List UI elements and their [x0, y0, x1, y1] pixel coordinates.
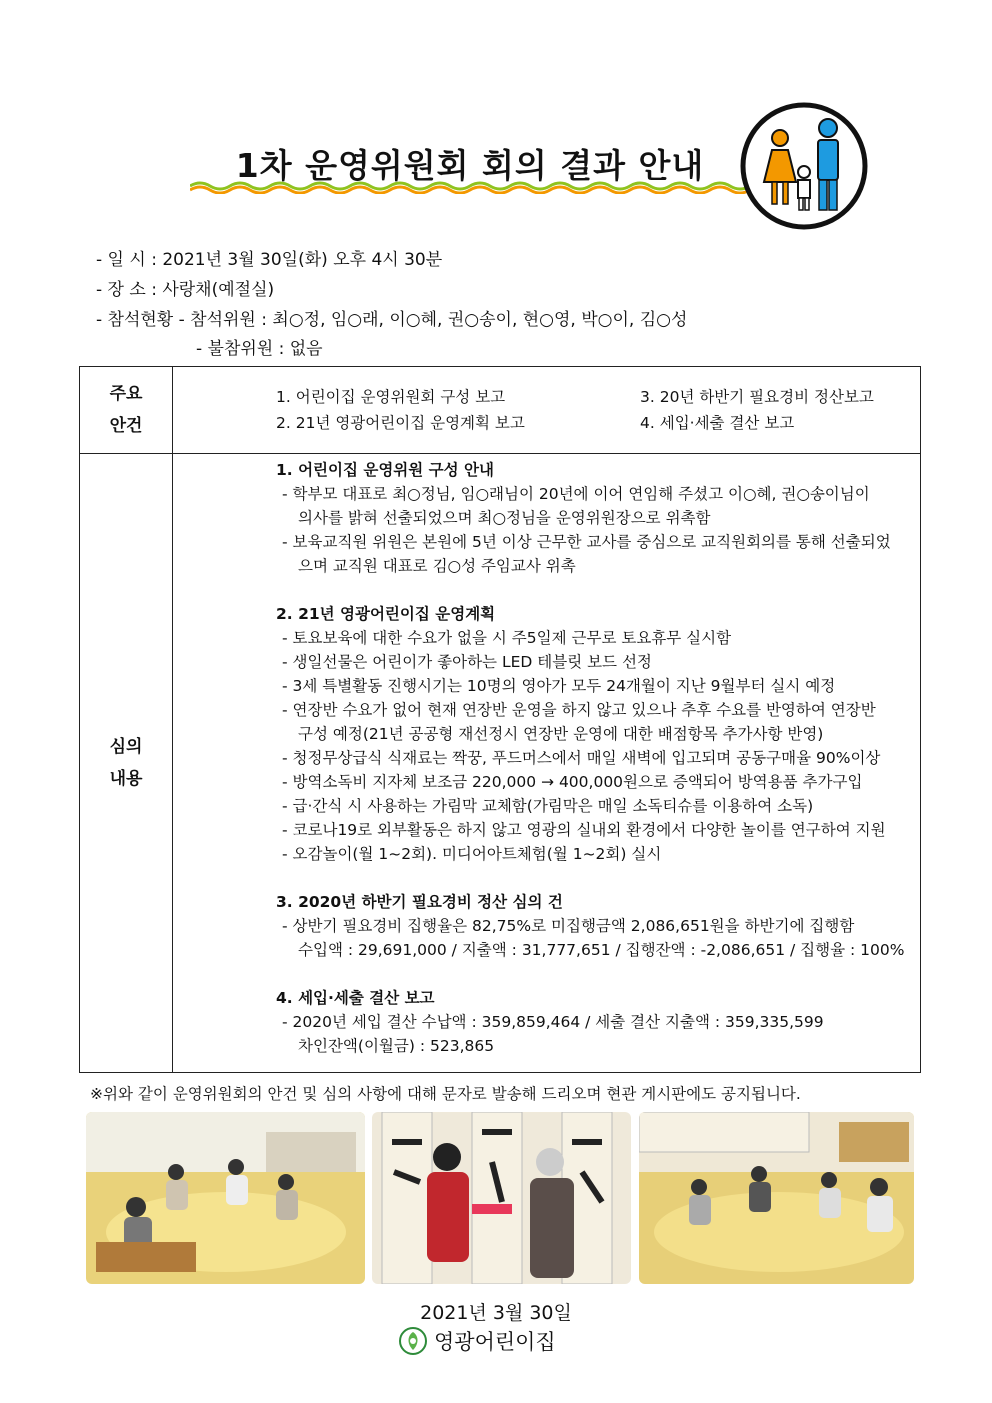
family-icon	[738, 100, 870, 232]
review-header	[80, 454, 173, 1073]
review-item-line: - 연장반 수요가 없어 현재 연장반 운영을 하지 않고 있으나 추후 수요를 반영하여 연장반	[282, 701, 876, 719]
review-item-line: - 토요보육에 대한 수요가 없을 시 주5일제 근무로 토요휴무 실시함	[282, 629, 732, 647]
section-4-title: 4. 세입·세출 결산 보고	[276, 989, 435, 1007]
review-item-line: - 방역소독비 지자체 보조금 220,000 → 400,000원으로 증액되어 방역용품 추가구입	[282, 773, 863, 791]
section-2-title: 2. 21년 영광어린이집 운영계획	[276, 605, 496, 623]
meeting-photo-2	[372, 1112, 631, 1284]
review-item-line: - 3세 특별활동 진행시기는 10명의 영아가 모두 24개월이 지난 9월부터 실시 예정	[282, 677, 836, 695]
notice-text: ※위와 같이 운영위원회의 안건 및 심의 사항에 대해 문자로 발송해 드리오며 현관 게시판에도 공지됩니다.	[90, 1085, 801, 1103]
agenda-cell	[173, 367, 921, 454]
section-4-line2: 차인잔액(이월금) : 523,865	[298, 1037, 495, 1055]
footer-org	[398, 1326, 556, 1356]
agenda-item-2: 2. 21년 영광어린이집 운영계획 보고	[276, 414, 525, 432]
review-item-line: - 코로나19로 외부활동은 하지 않고 영광의 실내외 환경에서 다양한 놀이를 연구하여 지원	[282, 821, 886, 839]
agenda-item-3: 3. 20년 하반기 필요경비 정산보고	[640, 388, 874, 406]
review-item-cont: 구성 예정(21년 공공형 재선정시 연장반 운영에 대한 배점항목 추가사항 반영)	[298, 725, 824, 743]
review-cell	[173, 454, 921, 1073]
review-item-cont: 으며 교직원 대표로 김○성 주임교사 위촉	[298, 557, 576, 575]
review-item	[276, 770, 992, 794]
agenda-item-1: 1. 어린이집 운영위원회 구성 보고	[276, 388, 506, 406]
review-header-line1: 심의	[109, 737, 143, 757]
section-3-title: 3. 2020년 하반기 필요경비 정산 심의 건	[276, 893, 563, 911]
attendees: - 참석현황 - 참석위원 : 최○정, 임○래, 이○혜, 권○송이, 현○영, 박○이, 김○성	[96, 310, 688, 330]
review-item-line: - 청정무상급식 식재료는 짝꿍, 푸드머스에서 매일 새벽에 입고되며 공동구매율 90%이상	[282, 749, 881, 767]
org-name: 영광어린이집	[434, 1330, 556, 1354]
agenda-item-4: 4. 세입·세출 결산 보고	[640, 414, 795, 432]
review-header-line2: 내용	[109, 769, 143, 789]
review-item	[276, 530, 992, 578]
review-item	[276, 650, 992, 674]
footer-date: 2021년 3월 30일	[420, 1302, 572, 1324]
section-1-list	[276, 482, 992, 578]
review-item	[276, 842, 992, 866]
section-2-list	[276, 626, 992, 866]
meeting-datetime: - 일 시 : 2021년 3월 30일(화) 오후 4시 30분	[96, 250, 443, 270]
review-item	[276, 794, 992, 818]
review-item-line: - 학부모 대표로 최○정님, 임○래님이 20년에 이어 연임해 주셨고 이○혜, 권○송이님이	[282, 485, 870, 503]
meeting-place: - 장 소 : 사랑채(예절실)	[96, 280, 275, 300]
review-item	[276, 674, 992, 698]
section-3-line1: - 상반기 필요경비 집행율은 82,75%로 미집행금액 2,086,651원을 하반기에 집행함	[282, 917, 855, 935]
page-title: 1차 운영위원회 회의 결과 안내	[235, 146, 705, 185]
agenda-header-line1: 주요	[109, 384, 143, 404]
agenda-header-line2: 안건	[109, 416, 143, 436]
review-item-line: - 보육교직원 위원은 본원에 5년 이상 근무한 교사를 중심으로 교직원회의를 통해 선출되었	[282, 533, 891, 551]
section-3-line2: 수입액 : 29,691,000 / 지출액 : 31,777,651 / 집행잔액 : -2,086,651 / 집행율 : 100%	[298, 941, 905, 959]
section-4-line1: - 2020년 세입 결산 수납액 : 359,859,464 / 세출 결산 지출액 : 359,335,599	[282, 1013, 824, 1031]
agenda-header	[80, 367, 173, 454]
review-item-cont: 의사를 밝혀 선출되었으며 최○정님을 운영위원장으로 위촉함	[298, 509, 711, 527]
absentees: - 불참위원 : 없음	[196, 339, 323, 359]
review-item	[276, 746, 992, 770]
meeting-photo-1	[86, 1112, 365, 1284]
review-item-line: - 생일선물은 어린이가 좋아하는 LED 테블릿 보드 선정	[282, 653, 652, 671]
minutes-table	[79, 366, 921, 1073]
daycare-logo-icon	[398, 1326, 428, 1356]
review-item-line: - 오감놀이(월 1~2회). 미디어아트체험(월 1~2회) 실시	[282, 845, 662, 863]
review-item	[276, 626, 992, 650]
review-item	[276, 698, 992, 746]
title-underline-wave	[190, 180, 750, 194]
review-item-line: - 급·간식 시 사용하는 가림막 교체함(가림막은 매일 소독티슈를 이용하여 소독)	[282, 797, 814, 815]
review-item	[276, 818, 992, 842]
meeting-photo-3	[639, 1112, 914, 1284]
review-item	[276, 482, 992, 530]
section-1-title: 1. 어린이집 운영위원 구성 안내	[276, 461, 494, 479]
